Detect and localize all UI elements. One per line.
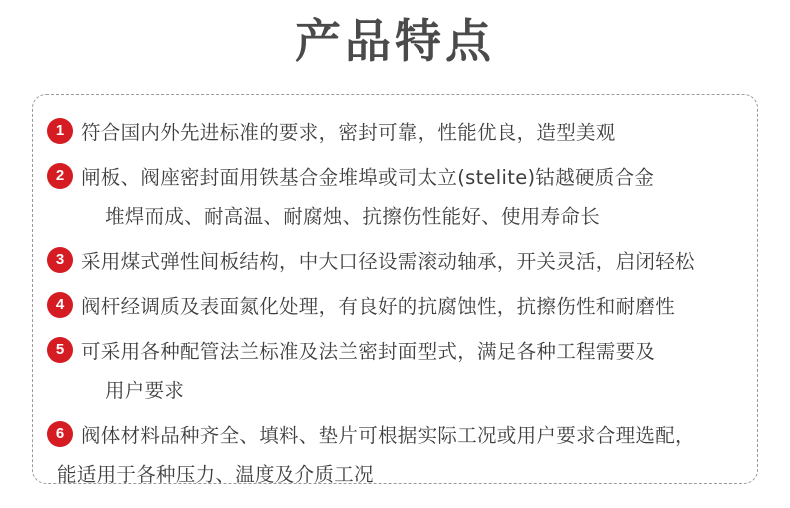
item-number-badge: 2 [47, 163, 73, 189]
item-line: 符合国内外先进标准的要求，密封可靠，性能优良，造型美观 [81, 121, 616, 144]
features-panel [32, 94, 758, 484]
item-text [81, 332, 743, 410]
list-item [47, 332, 743, 410]
item-line: 能适用于各种压力、温度及介质工况 [57, 463, 374, 486]
item-text [81, 242, 743, 281]
item-line: 阀体材料品种齐全、填料、垫片可根据实际工况或用户要求合理选配， [81, 424, 695, 447]
item-text [81, 158, 743, 236]
item-line: 闸板、阀座密封面用铁基合金堆埠或司太立(stelite)钴越硬质合金 [81, 166, 655, 189]
list-item [47, 158, 743, 236]
item-line: 采用煤式弹性间板结构，中大口径设需滚动轴承，开关灵活，启闭轻松 [81, 250, 695, 273]
features-list [47, 113, 743, 494]
page-title: 产品特点 [295, 14, 495, 68]
list-item [47, 242, 743, 281]
item-line: 可采用各种配管法兰标准及法兰密封面型式，满足各种工程需要及 [81, 340, 656, 363]
item-number-badge: 4 [47, 292, 73, 318]
item-number-badge: 6 [47, 421, 73, 447]
list-item [47, 113, 743, 152]
item-line: 用户要求 [105, 379, 185, 402]
item-text [57, 416, 743, 494]
item-number-badge: 1 [47, 118, 73, 144]
item-number-badge: 3 [47, 247, 73, 273]
list-item [47, 287, 743, 326]
item-number-badge: 5 [47, 337, 73, 363]
item-text [81, 287, 743, 326]
list-item [47, 416, 743, 494]
item-line: 阀杆经调质及表面氮化处理，有良好的抗腐蚀性，抗擦伤性和耐磨性 [81, 295, 676, 318]
item-line: 堆焊而成、耐高温、耐腐烛、抗擦伤性能好、使用寿命长 [105, 205, 601, 228]
item-text [81, 113, 743, 152]
